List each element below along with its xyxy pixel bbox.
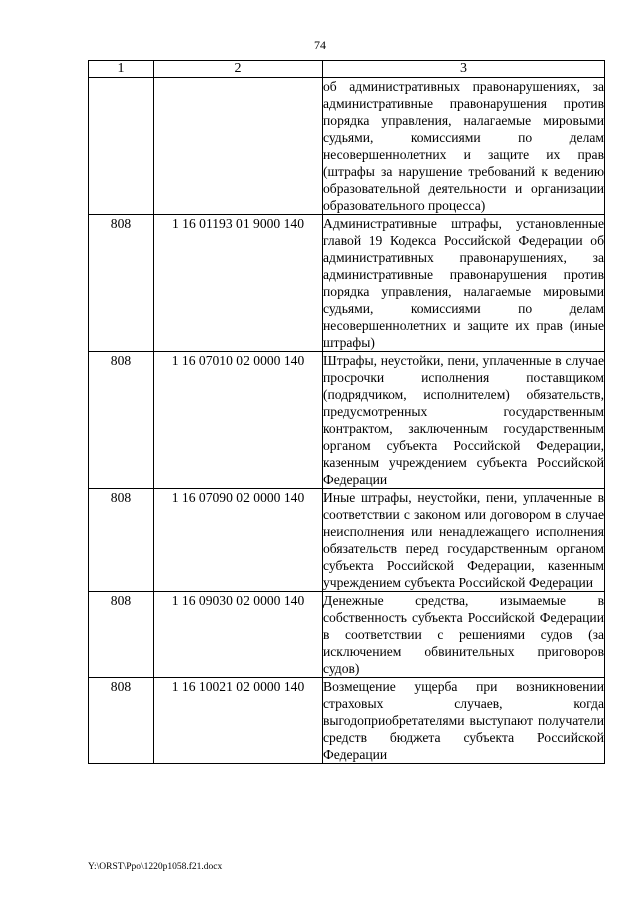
revenue-name-cell: Административные штрафы, установленные главой 19 Кодекса Российской Федерации об административных правонарушениях, за административные правонарушения против порядка управления, налагаемые мировыми судьями, комиссиями по делам несовершеннолетних и защите их прав (иные штрафы) (323, 216, 604, 350)
revenue-code-cell: 1 16 01193 01 9000 140 (154, 215, 323, 352)
header-col-2: 2 (154, 61, 323, 78)
table-row (89, 352, 605, 489)
admin-code-cell: 808 (89, 678, 154, 764)
header-col-3: 3 (323, 61, 605, 78)
revenue-code-cell: 1 16 10021 02 0000 140 (154, 678, 323, 764)
admin-code-cell: 808 (89, 489, 154, 592)
table-row (89, 215, 605, 352)
header-col-1: 1 (89, 61, 154, 78)
admin-code-cell (89, 78, 154, 215)
revenue-code-cell (154, 78, 323, 215)
table-row (89, 592, 605, 678)
revenue-code-cell: 1 16 07010 02 0000 140 (154, 352, 323, 489)
revenue-name-cell: Иные штрафы, неустойки, пени, уплаченные в соответствии с законом или договором в случае неисполнения или ненадлежащего исполнения обязательств перед государственным органом субъекта Российской Федерации, казенным учреждением субъекта Российской Федерации (323, 490, 604, 590)
revenue-name-cell: Возмещение ущерба при возникновении страховых случаев, когда выгодоприобретателями выступают получатели средств бюджета субъекта Российской Федерации (323, 679, 604, 762)
admin-code-cell: 808 (89, 215, 154, 352)
revenue-codes-table (88, 60, 605, 764)
table-row (89, 678, 605, 764)
document-file-path: Y:\ORST\Ppo\1220p1058.f21.docx (88, 862, 223, 872)
revenue-name-cell: об административных правонарушениях, за административные правонарушения против порядка управления, налагаемые мировыми судьями, комиссиями по делам несовершеннолетних и защите их прав (штрафы за нарушение требований к ведению образовательной деятельности и организации образовательного процесса) (323, 79, 604, 213)
revenue-name-cell: Денежные средства, изымаемые в собственность субъекта Российской Федерации в соответствии с решениями судов (за исключением обвинительных приговоров судов) (323, 593, 604, 676)
table-row (89, 78, 605, 215)
table-row (89, 489, 605, 592)
admin-code-cell: 808 (89, 592, 154, 678)
revenue-name-cell: Штрафы, неустойки, пени, уплаченные в случае просрочки исполнения поставщиком (подрядчиком, исполнителем) обязательств, предусмотренных государственным контрактом, заключенным государственным органом субъекта Российской Федерации, казенным учреждением субъекта Российской Федерации (323, 353, 604, 487)
revenue-code-cell: 1 16 09030 02 0000 140 (154, 592, 323, 678)
page-number: 74 (314, 38, 326, 52)
table-header-row (89, 61, 605, 78)
revenue-code-cell: 1 16 07090 02 0000 140 (154, 489, 323, 592)
admin-code-cell: 808 (89, 352, 154, 489)
